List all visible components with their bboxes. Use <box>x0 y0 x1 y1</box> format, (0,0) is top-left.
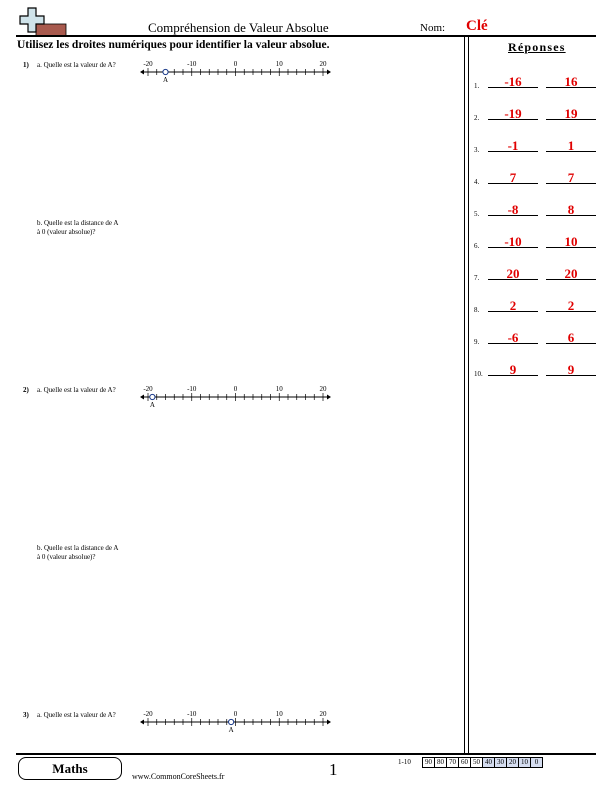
answer-value: -16 <box>488 76 538 88</box>
answer-absolute-value: 7 <box>546 172 596 184</box>
tick-label: 20 <box>319 710 327 718</box>
problem-number: 2) <box>23 386 29 394</box>
answer-index: 4. <box>474 178 480 186</box>
answers-title: Réponses <box>508 40 566 54</box>
footer-rule <box>16 753 596 755</box>
question-a: a. Quelle est la valeur de A? <box>37 711 116 719</box>
answer-row <box>474 70 604 90</box>
answer-absolute-value: 19 <box>546 108 596 120</box>
tick-label: 0 <box>233 710 238 718</box>
arrow-right-icon <box>327 70 331 75</box>
answer-absolute-value: 6 <box>546 332 596 344</box>
tick-label: 10 <box>275 60 283 68</box>
answer-value: -6 <box>488 332 538 344</box>
answer-divider-right <box>468 35 469 753</box>
score-cell: 50 <box>470 757 483 768</box>
point-label: A <box>162 76 169 84</box>
score-cell: 20 <box>506 757 519 768</box>
answer-index: 9. <box>474 338 480 346</box>
number-line <box>138 383 334 411</box>
point-marker <box>150 394 155 399</box>
answer-absolute-value: 10 <box>546 236 596 248</box>
answer-index: 3. <box>474 146 480 154</box>
point-label: A <box>149 401 155 409</box>
arrow-right-icon <box>327 395 331 400</box>
page-title: Compréhension de Valeur Absolue <box>148 20 329 35</box>
number-line <box>138 58 334 86</box>
tick-label: 20 <box>319 60 327 68</box>
score-table <box>398 757 542 768</box>
tick-label: 10 <box>275 710 283 718</box>
header-rule <box>16 35 596 37</box>
arrow-left-icon <box>140 720 144 725</box>
score-cell: 90 <box>422 757 435 768</box>
answer-value: 2 <box>488 300 538 312</box>
answer-divider-left <box>464 35 465 753</box>
question-b-line1: b. Quelle est la distance de A <box>37 219 119 227</box>
problem-number: 3) <box>23 711 29 719</box>
tick-label: 20 <box>319 385 327 393</box>
answer-absolute-value: 20 <box>546 268 596 280</box>
answer-row <box>474 166 604 186</box>
question-b-line1: b. Quelle est la distance de A <box>37 544 119 552</box>
point-marker <box>163 69 168 74</box>
answer-value: -1 <box>488 140 538 152</box>
tick-label: -20 <box>143 710 153 718</box>
question-b-line2: à 0 (valeur absolue)? <box>37 553 96 561</box>
score-cell: 0 <box>530 757 543 768</box>
tick-label: 0 <box>233 60 238 68</box>
question-a: a. Quelle est la valeur de A? <box>37 386 116 394</box>
answer-index: 2. <box>474 114 480 122</box>
answer-row <box>474 262 604 282</box>
answer-absolute-value: 9 <box>546 364 596 376</box>
answer-index: 10. <box>474 370 483 378</box>
score-cell: 10 <box>518 757 531 768</box>
answer-value: -19 <box>488 108 538 120</box>
answer-absolute-value: 2 <box>546 300 596 312</box>
tick-label: -10 <box>187 710 197 718</box>
answer-absolute-value: 16 <box>546 76 596 88</box>
answer-row <box>474 230 604 250</box>
answer-index: 6. <box>474 242 480 250</box>
answer-row <box>474 134 604 154</box>
answer-index: 8. <box>474 306 480 314</box>
page-number: 1 <box>329 760 338 779</box>
answer-row <box>474 102 604 122</box>
tick-label: -20 <box>143 385 153 393</box>
tick-label: -10 <box>187 60 197 68</box>
answer-value: 9 <box>488 364 538 376</box>
point-marker <box>229 719 234 724</box>
tick-label: -10 <box>187 385 197 393</box>
answer-value: -10 <box>488 236 538 248</box>
arrow-left-icon <box>140 70 144 75</box>
score-cell: 80 <box>434 757 447 768</box>
score-label: 1-10 <box>398 758 411 766</box>
answer-value: 7 <box>488 172 538 184</box>
subject-badge: Maths <box>18 757 122 780</box>
answer-value: -8 <box>488 204 538 216</box>
answer-row <box>474 326 604 346</box>
answer-absolute-value: 8 <box>546 204 596 216</box>
instructions: Utilisez les droites numériques pour identifier la valeur absolue. <box>17 39 330 51</box>
answer-index: 7. <box>474 274 480 282</box>
number-line <box>138 708 334 736</box>
arrow-right-icon <box>327 720 331 725</box>
name-value: Clé <box>466 18 488 34</box>
problem-number: 1) <box>23 61 29 69</box>
answer-value: 20 <box>488 268 538 280</box>
plus-logo-icon <box>16 6 68 38</box>
score-cell: 40 <box>482 757 495 768</box>
answer-index: 1. <box>474 82 480 90</box>
tick-label: -20 <box>143 60 153 68</box>
answer-absolute-value: 1 <box>546 140 596 152</box>
score-cell: 60 <box>458 757 471 768</box>
name-label: Nom: <box>420 22 446 34</box>
question-a: a. Quelle est la valeur de A? <box>37 61 116 69</box>
answer-row <box>474 358 604 378</box>
answer-index: 5. <box>474 210 480 218</box>
tick-label: 0 <box>233 385 238 393</box>
point-label: A <box>228 726 234 734</box>
tick-label: 10 <box>275 385 283 393</box>
score-cell: 70 <box>446 757 459 768</box>
answer-row <box>474 294 604 314</box>
answer-row <box>474 198 604 218</box>
footer-url: www.CommonCoreSheets.fr <box>132 772 225 781</box>
question-b-line2: à 0 (valeur absolue)? <box>37 228 96 236</box>
arrow-left-icon <box>140 395 144 400</box>
score-cell: 30 <box>494 757 507 768</box>
